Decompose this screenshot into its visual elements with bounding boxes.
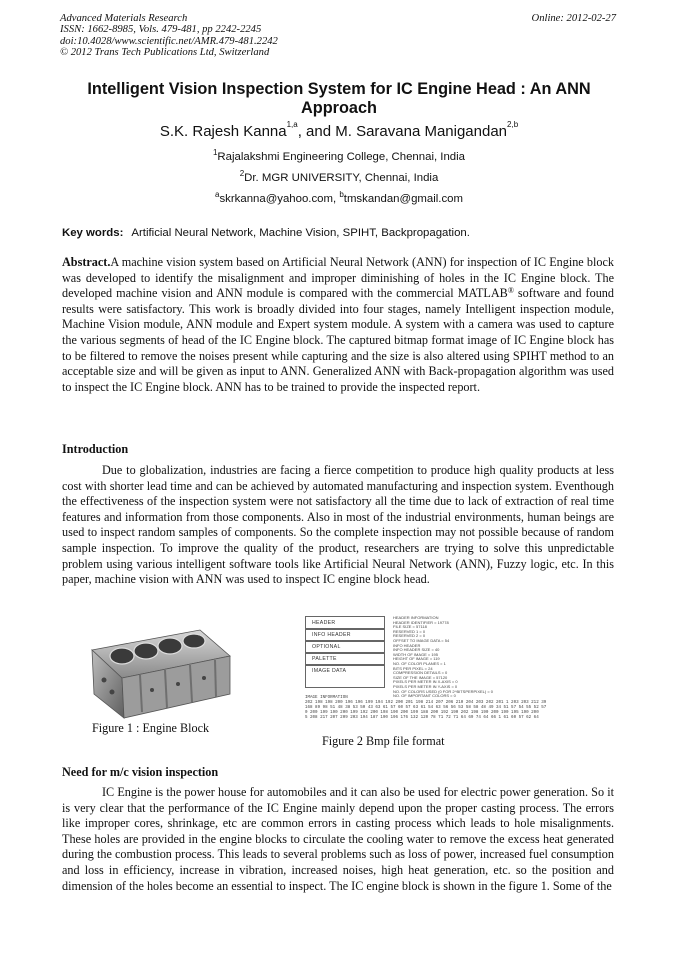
bmp-box-palette: PALETTE bbox=[305, 652, 385, 666]
introduction-paragraph bbox=[62, 463, 614, 588]
keywords-text: Artificial Neural Network, Machine Vision, SPIHT, Backpropagation. bbox=[131, 227, 470, 239]
paper-title bbox=[60, 80, 618, 118]
email-b[interactable]: tmskandan@gmail.com bbox=[343, 193, 463, 205]
author-line bbox=[60, 120, 618, 140]
introduction-text: Due to globalization, industries are facing a fierce competition to produce high quality products at less cost with shorter lead time and can be achieved by automated manufacturing and inspection system. Eventhough the effectiveness of the inspection system were not satisfactory all the time due to lack of extraction of real time features and information from those components. Also in most of the industrial environments, human beings are used to inspect random samples of components. So the complete inspection may not possible because of random sample inspection. To improve the quality of the product, researchers are trying to solve this unpredictable problem using various intelligent software tools like Artificial Neural Network (ANN), Fuzzy logic, etc. In this paper, machine vision with ANN was used to inspect IC engine block head. bbox=[62, 463, 614, 587]
journal-name: Advanced Materials Research bbox=[60, 13, 188, 24]
affiliation-1-text: Rajalakshmi Engineering College, Chennai, India bbox=[217, 151, 466, 163]
introduction-heading: Introduction bbox=[62, 442, 129, 456]
bmp-box-info-header: INFO HEADER bbox=[305, 628, 385, 642]
vision-paragraph bbox=[62, 785, 614, 894]
engine-block-image bbox=[80, 620, 240, 728]
author-1: S.K. Rajesh Kanna bbox=[159, 123, 287, 140]
abstract bbox=[62, 255, 614, 395]
affiliation-2 bbox=[60, 169, 618, 184]
doi-line: doi:10.4028/www.scientific.net/AMR.479-481.2242 bbox=[60, 35, 278, 47]
affiliation-2-text: Dr. MGR UNIVERSITY, Chennai, India bbox=[244, 172, 439, 184]
abstract-text-1: A machine vision system based on Artificial Neural Network (ANN) for inspection of IC Engine block was developed to identify the misalignment and improper diminishing of holes in the IC Engine block. The developed machine vision and ANN module is compared with the commercial MATLAB bbox=[62, 255, 614, 301]
author-emails bbox=[60, 190, 618, 205]
title-line-2: Approach bbox=[301, 99, 377, 117]
bmp-format-figure bbox=[303, 616, 615, 734]
author-2: , and M. Saravana Manigandan bbox=[297, 123, 508, 140]
copyright-line: © 2012 Trans Tech Publications Ltd, Switzerland bbox=[60, 47, 270, 59]
email-b-sup: b bbox=[339, 190, 344, 199]
affiliation-1-sup: 1 bbox=[212, 148, 218, 157]
email-a[interactable]: skrkanna@yahoo.com, bbox=[219, 193, 340, 205]
issn-line: ISSN: 1662-8985, Vols. 479-481, pp 2242-2245 bbox=[60, 24, 262, 36]
affiliation-1 bbox=[60, 148, 618, 163]
vision-text: IC Engine is the power house for automobiles and it can also be used for electric power generation. So it is very clear that the performance of the IC Engine mainly depend upon the proper casting process. The errors like improper cores, shrinkage, etc are common errors in casting process which leads to hole misalignments. These holes are provided in the engine blocks to circulate the cooling water to remove the excess heat generated during the combustion process. This leads to several problems such as loss of power, increased fuel consumption and loss in efficiency, increase in vibration, increased noises, high heat generation, etc. so the position and dimension of the holes become an essential to inspect. The IC engine block is shown in the figure 1. Some of the bbox=[62, 785, 614, 893]
figure-2-caption: Figure 2 Bmp file format bbox=[322, 734, 445, 748]
author-1-sup: 1,a bbox=[286, 120, 298, 129]
abstract-label: Abstract. bbox=[62, 255, 111, 269]
bmp-box-image-data: IMAGE DATA bbox=[305, 664, 385, 688]
bmp-box-header: HEADER bbox=[305, 616, 385, 630]
keywords bbox=[62, 227, 470, 239]
vision-heading: Need for m/c vision inspection bbox=[62, 765, 219, 779]
bmp-box-optional: OPTIONAL bbox=[305, 640, 385, 654]
bmp-pixel-data: IMAGE INFORMATION 202 198 198 200 196 196 199 194 192 200 201 198 214 207 206 210 204 203 202 201 1 203 203 212 39 168 89 98 51 48 38 53 50 43 63 61 57 60 57 63 61 54 63 56 56 53 58 58 48 49 34 51 57 54 55 52 57 0 200 199 190 200 199 192 200 198 190 200 199 188 200 192 190 202 198 190 200 190 195 190 200 5 208 217 207 209 203 194 187 190 196 176 132 120 78 71 72 71 64 69 74 64 66 1 61 60 57 62 64 bbox=[305, 696, 547, 720]
journal-header bbox=[60, 13, 278, 59]
affiliation-2-sup: 2 bbox=[239, 169, 245, 178]
title-line-1: Intelligent Vision Inspection System for IC Engine Head : An ANN bbox=[87, 80, 591, 98]
online-date: Online: 2012-02-27 bbox=[531, 13, 616, 24]
registered-mark: ® bbox=[507, 286, 514, 296]
bmp-header-values: HEADER INFORMATION HEADER IDENTIFIER = 19778 FILE SIZE = 57118 RESERVED 1 = 0 RESERVED 2 = 0 OFFSET TO IMAGE DATA = 54 INFO HEADER INFO HEADER SIZE = 40 WIDTH OF IMAGE = 195 HEIGHT OF IMAGE = 119 NO. OF COLOR PLANES = 1 BITS PER PIXEL = 24 COMPRESSION DETAILS = 0 SIZE OF THE IMAGE = 57120 PIXELS PER METER IN X-AXIS = 0 PIXELS PER METER IN Y-AXIS = 0 NO. OF COLORS USED (0 FOR 2^BITSPERPIXEL) = 0 NO. OF IMPORTANT COLORS = 0 bbox=[393, 615, 494, 699]
keywords-label: Key words: bbox=[62, 227, 124, 239]
abstract-text-2: software and found results were satisfactory. This work is broadly divided into four stages, namely Intelligent inspection module, Machine Vision module, ANN module and Expert system module. A system with a camera was used to capture the various segments of head of the IC Engine block. The captured bitmap format image of IC Engine block has to be filtered to remove the noises present while capturing and the size is also altered using SPIHT method to an acceptable size and will be given as input to ANN. Generalized ANN with Back-propagation algorithm was used to inspect the IC Engine block. ANN has to be trained to provide the inspected report. bbox=[62, 286, 614, 394]
email-a-sup: a bbox=[215, 190, 220, 199]
author-2-sup: 2,b bbox=[507, 120, 519, 129]
figure-1-caption: Figure 1 : Engine Block bbox=[92, 721, 210, 735]
